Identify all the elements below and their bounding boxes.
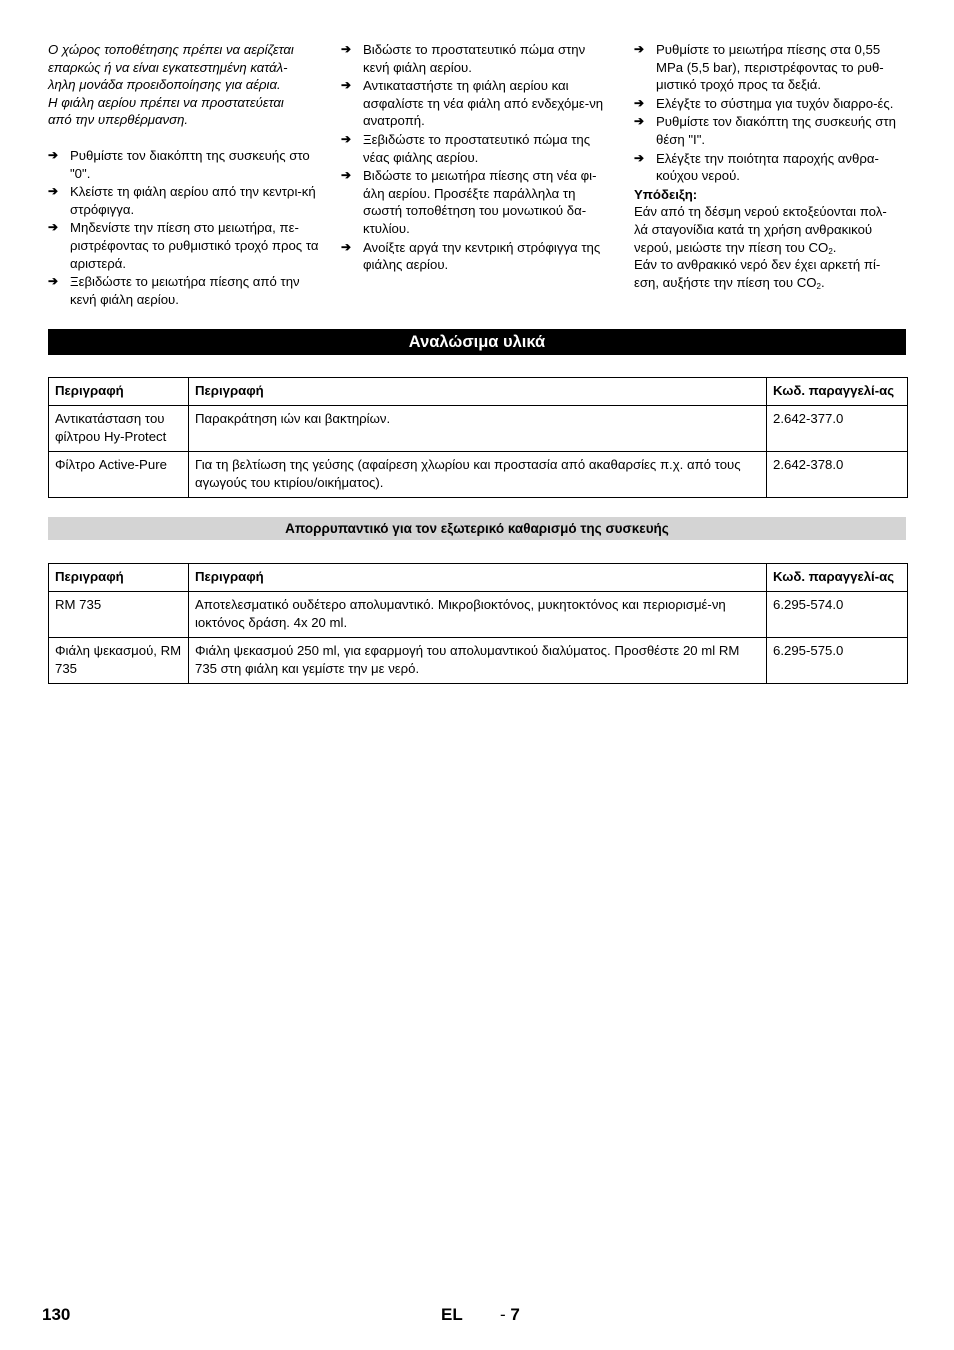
section-number-value: 7 [510,1305,520,1324]
note-line-text: εση, αυξήστε την πίεση του CO [634,274,817,290]
table-cell: Για τη βελτίωση της γεύσης (αφαίρεση χλωρίου και προστασία από ακαθαρσίες π.χ. από τους αγωγούς του κτιρίου/οικήματος). [189,452,767,498]
note-line: λά σταγονίδια κατά τη χρήση ανθρακικού [634,221,873,237]
note-text [634,203,906,291]
table-cell: 2.642-377.0 [767,406,908,452]
note-line: Η φιάλη αερίου πρέπει να προστατεύεται [48,94,284,110]
column-header: Κωδ. παραγγελί-ας [767,564,908,592]
column-3 [634,41,906,291]
column-2 [341,41,613,275]
section-number [500,1306,520,1324]
step-text: Ρυθμίστε το μειωτήρα πίεσης στα 0,55 MPa (5,5 bar), περιστρέφοντας το ρυθ-μιστικό τροχό προς τα δεξιά. [656,42,884,93]
note-line-text: νερού, μειώστε την πίεση του CO [634,239,829,255]
note-heading: Υπόδειξη: [634,186,698,202]
table-row [49,452,908,498]
note-line: επαρκώς ή να είναι εγκατεστημένη κατάλ- [48,59,288,75]
table-row [49,592,908,638]
step-item [341,41,613,76]
step-text: Ρυθμίστε τον διακόπτη της συσκευής στο "0". [70,147,310,181]
step-text: Βιδώστε το προστατευτικό πώμα στην κενή φιάλη αερίου. [363,42,586,75]
step-text: Ελέγξτε το σύστημα για τυχόν διαρρο-ές. [656,95,894,111]
period: . [832,239,837,255]
step-text: Αντικαταστήστε τη φιάλη αερίου και ασφαλίστε τη νέα φιάλη από ενδεχόμε-νη ανατροπή. [363,78,604,129]
step-item [341,167,613,237]
step-item [634,113,906,148]
right-arrow-icon: ➔ [341,168,352,183]
right-arrow-icon: ➔ [341,239,352,254]
step-item [341,131,613,166]
right-arrow-icon: ➔ [48,274,59,289]
step-item [48,147,320,182]
note-line: από την υπερθέρμανση. [48,112,189,128]
ventilation-note [48,41,320,129]
step-text: Βιδώστε το μειωτήρα πίεσης στη νέα φι-άλη αερίου. Προσέξτε παράλληλα τη σωστή τοποθέτηση του μονωτικού δα-κτυλίου. [363,168,597,236]
table-cell: 6.295-575.0 [767,638,908,684]
note-line: Εάν το ανθρακικό νερό δεν έχει αρκετή πί- [634,257,881,273]
step-text: Ρυθμίστε τον διακόπτη της συσκευής στη θέση "I". [656,114,896,147]
table-cell: Αποτελεσματικό ουδέτερο απολυμαντικό. Μικροβιοκτόνος, μυκητοκτόνος και περιορισμέ-νη ιοκτόνος δράση. 4x 20 ml. [189,592,767,638]
step-text: Ξεβιδώστε το μειωτήρα πίεσης από την κενή φιάλη αερίου. [70,274,300,307]
column-header: Περιγραφή [49,378,189,406]
step-text: Ελέγξτε την ποιότητα παροχής ανθρα-κούχου νερού. [656,150,879,184]
section-heading: Αναλώσιμα υλικά [48,329,906,355]
note-line: ληλη μονάδα προειδοποίησης για αέρια. [48,77,281,93]
dash: - [500,1305,506,1324]
step-item [634,95,906,113]
table-cell: 2.642-378.0 [767,452,908,498]
period: . [820,274,825,290]
right-arrow-icon: ➔ [634,42,645,56]
table-cell: Παρακράτηση ιών και βακτηρίων. [189,406,767,452]
column-header: Περιγραφή [189,564,767,592]
right-arrow-icon: ➔ [341,131,352,146]
page-number: 130 [42,1305,71,1324]
step-text: Μηδενίστε την πίεση στο μειωτήρα, πε-ριστρέφοντας το ρυθμιστικό τροχό προς τα αριστερά. [70,220,319,271]
column-1 [48,41,320,309]
note-line: Εάν από τη δέσμη νερού εκτοξεύονται πολ- [634,204,887,220]
column-header: Περιγραφή [189,378,767,406]
step-text: Ξεβιδώστε το προστατευτικό πώμα της νέας φιάλης αερίου. [363,131,591,165]
note-line [634,239,906,257]
right-arrow-icon: ➔ [341,78,352,93]
column-header: Περιγραφή [49,564,189,592]
step-item [634,150,906,185]
right-arrow-icon: ➔ [48,220,59,235]
column-header: Κωδ. παραγγελί-ας [767,378,908,406]
step-text: Κλείστε τη φιάλη αερίου από την κεντρι-κή στρόφιγγα. [70,184,316,217]
step-item [48,183,320,218]
step-item [634,41,906,94]
subscript-2: 2 [816,281,821,291]
table-header-row [49,378,908,406]
table-cell: Φιάλη ψεκασμού, RM 735 [49,638,189,684]
table-cell: Αντικατάσταση του φίλτρου Hy-Protect [49,406,189,452]
table-cell: Φιάλη ψεκασμού 250 ml, για εφαρμογή του απολυμαντικού διαλύματος. Προσθέστε 20 ml RM 735 στη φιάλη και γεμίστε την με νερό. [189,638,767,684]
note-line [634,274,906,292]
table-row [49,638,908,684]
step-item [341,239,613,274]
table-row [49,406,908,452]
cleaning-agents-table [48,563,908,684]
right-arrow-icon: ➔ [48,147,59,162]
step-item [341,77,613,130]
right-arrow-icon: ➔ [634,150,645,165]
step-text: Ανοίξτε αργά την κεντρική στρόφιγγα της φιάλης αερίου. [363,239,601,273]
right-arrow-icon: ➔ [48,184,59,199]
table-cell: 6.295-574.0 [767,592,908,638]
table-cell: RM 735 [49,592,189,638]
table-cell: Φίλτρο Active-Pure [49,452,189,498]
right-arrow-icon: ➔ [634,95,645,110]
table-header-row [49,564,908,592]
step-item [48,219,320,272]
right-arrow-icon: ➔ [634,114,645,129]
right-arrow-icon: ➔ [341,42,352,56]
subsection-heading: Απορρυπαντικό για τον εξωτερικό καθαρισμό της συσκευής [48,517,906,540]
consumables-table [48,377,908,498]
subscript-2: 2 [828,246,833,256]
step-item [48,273,320,308]
note-line: Ο χώρος τοποθέτησης πρέπει να αερίζεται [48,42,294,57]
language-code: EL [441,1305,463,1324]
